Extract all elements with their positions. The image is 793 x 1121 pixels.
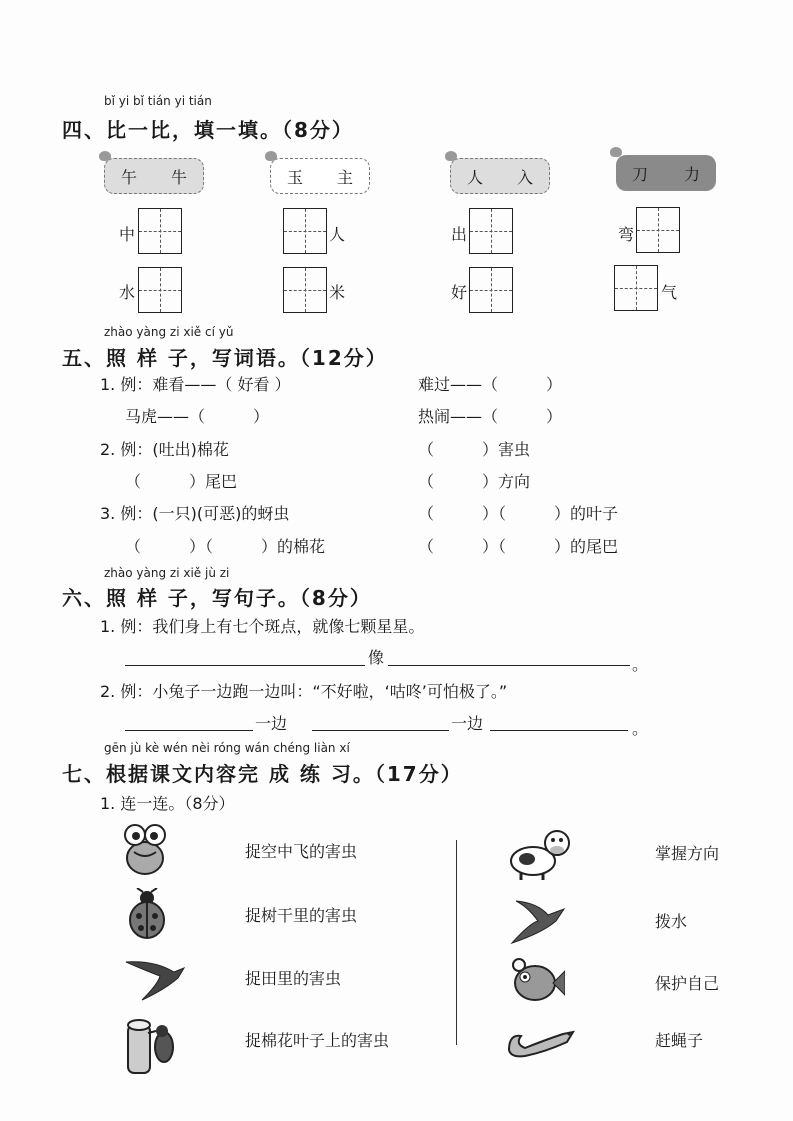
divider — [456, 840, 457, 1045]
char: 主 — [336, 167, 353, 187]
s5-title: 五、照 样 子，写词语。（12分） — [62, 346, 388, 370]
fish-icon — [505, 955, 565, 1007]
s4-pinyin: bǐ yi bǐ tián yi tián — [104, 94, 212, 108]
writing-box[interactable] — [614, 265, 658, 311]
connector-word: 像 — [368, 648, 385, 667]
connector-word: 一边 — [255, 714, 288, 733]
s6-title: 六、照 样 子，写句子。（8分） — [62, 586, 372, 610]
hint-char: 水 — [119, 283, 136, 302]
s7-sub-title: 1. 连一连。（8分） — [100, 794, 235, 813]
writing-box[interactable] — [283, 267, 327, 313]
s7-title: 七、根据课文内容完 成 练 习。（17分） — [62, 762, 463, 786]
hint-char: 好 — [451, 283, 468, 302]
answer-line[interactable] — [388, 665, 630, 666]
char-pair-4 — [616, 155, 716, 191]
answer-line[interactable] — [125, 730, 253, 731]
writing-box[interactable] — [636, 207, 680, 253]
char: 午 — [121, 167, 138, 187]
writing-box[interactable] — [469, 208, 513, 254]
char: 玉 — [287, 167, 304, 187]
answer-line[interactable] — [490, 730, 628, 731]
woodpecker-icon — [120, 1013, 182, 1075]
answer-line[interactable] — [125, 665, 365, 666]
swallow-icon — [124, 950, 186, 1002]
s5-q2-example: 2. 例：(吐出)棉花 — [100, 440, 229, 459]
char-pair-1 — [104, 158, 204, 194]
cow-icon — [505, 823, 575, 881]
connector-word: 一边 — [451, 714, 484, 733]
match-right-text[interactable]: 赶蝇子 — [655, 1031, 704, 1050]
period: 。 — [632, 655, 649, 674]
char-pair-2 — [270, 158, 370, 194]
char: 入 — [516, 167, 533, 187]
char: 刀 — [632, 164, 649, 184]
hint-char: 人 — [329, 225, 346, 244]
lizard-icon — [505, 1020, 577, 1060]
match-left-text[interactable]: 捉树干里的害虫 — [245, 906, 358, 925]
s6-pinyin: zhào yàng zi xiě jù zi — [104, 566, 230, 580]
s6-q1-example: 1. 例：我们身上有七个斑点，就像七颗星星。 — [100, 617, 425, 636]
s5-q1-item: 马虎——（ ） — [125, 407, 270, 426]
s5-q2-item: （ ）尾巴 — [125, 472, 238, 491]
period: 。 — [632, 719, 649, 738]
writing-box[interactable] — [283, 208, 327, 254]
answer-line[interactable] — [312, 730, 449, 731]
s7-pinyin: gēn jù kè wén nèi róng wán chéng liàn xí — [104, 741, 350, 755]
s4-title: 四、比一比，填一填。（8分） — [62, 118, 354, 142]
s5-q2-item: （ ）方向 — [418, 472, 531, 491]
s5-q3-item: （ ）（ ）的尾巴 — [418, 537, 619, 556]
s5-q1-item: 难过——（ ） — [418, 375, 563, 394]
hint-char: 中 — [119, 225, 136, 244]
writing-box[interactable] — [138, 267, 182, 313]
bird-icon — [508, 893, 568, 948]
ladybug-icon — [125, 888, 170, 940]
hint-char: 气 — [661, 283, 678, 302]
match-right-text[interactable]: 拨水 — [655, 912, 688, 931]
writing-box[interactable] — [138, 208, 182, 254]
writing-box[interactable] — [469, 267, 513, 313]
match-left-text[interactable]: 捉田里的害虫 — [245, 969, 342, 988]
char: 力 — [683, 164, 700, 184]
hint-char: 出 — [451, 225, 468, 244]
hint-char: 米 — [329, 283, 346, 302]
frog-icon — [120, 822, 170, 878]
char: 牛 — [170, 167, 187, 187]
s6-q2-example: 2. 例：小兔子一边跑一边叫：“不好啦，‘咕咚’可怕极了。” — [100, 682, 508, 701]
hint-char: 弯 — [618, 225, 635, 244]
s5-q3-item: （ ）（ ）的棉花 — [125, 537, 326, 556]
char: 人 — [467, 167, 484, 187]
s5-q3-example: 3. 例：(一只)(可恶)的蚜虫 — [100, 504, 290, 523]
s5-q1-example: 1. 例：难看——（ 好看 ） — [100, 375, 291, 394]
s5-q1-item: 热闹——（ ） — [418, 407, 563, 426]
s5-pinyin: zhào yàng zi xiě cí yǔ — [104, 325, 234, 339]
s5-q3-item: （ ）（ ）的叶子 — [418, 504, 619, 523]
char-pair-3 — [450, 158, 550, 194]
match-left-text[interactable]: 捉空中飞的害虫 — [245, 842, 358, 861]
match-right-text[interactable]: 保护自己 — [655, 974, 720, 993]
match-left-text[interactable]: 捉棉花叶子上的害虫 — [245, 1031, 390, 1050]
match-right-text[interactable]: 掌握方向 — [655, 844, 720, 863]
s5-q2-item: （ ）害虫 — [418, 440, 531, 459]
